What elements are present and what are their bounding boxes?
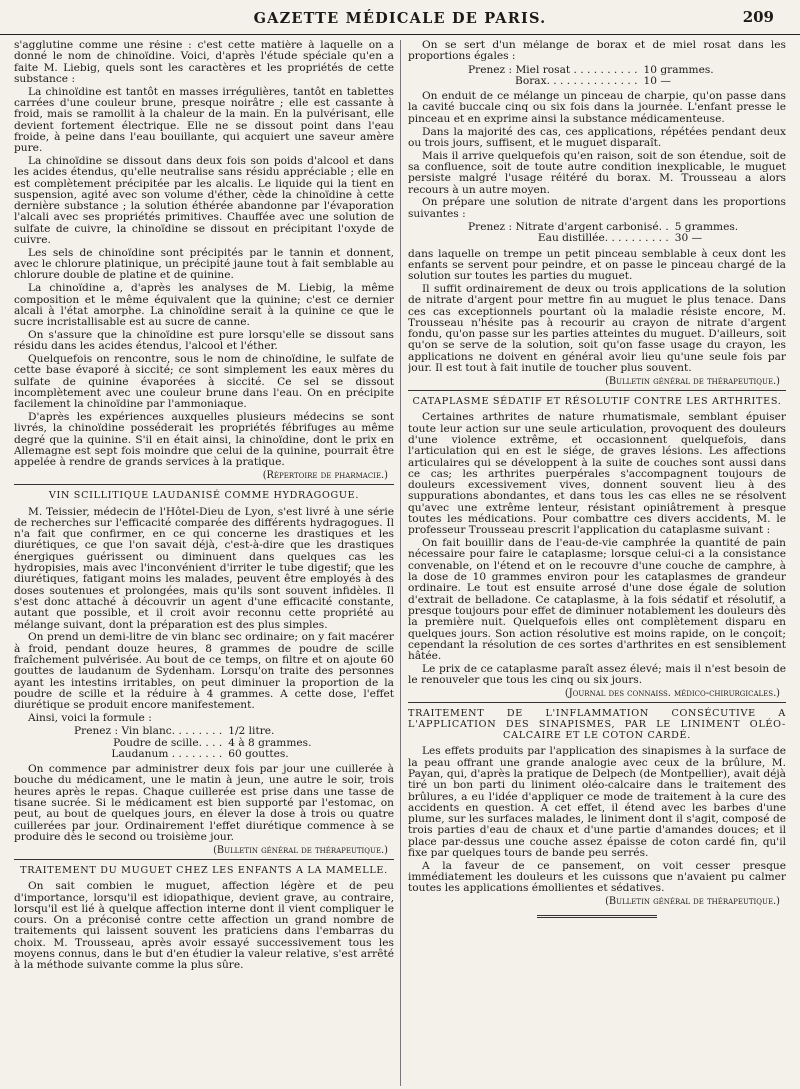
formula-ingredient: Prenez : Nitrate d'argent carbonisé. . [468, 220, 669, 233]
paragraph: On s'assure que la chinoïdine est pure lorsqu'elle se dissout sans résidu dans les acides étendus, l'alcool et l'éther. [14, 328, 394, 353]
formula-table [74, 726, 317, 760]
paragraph: Les effets produits par l'application des sinapismes à la surface de la peau offrant une grande analogie avec ceux de la brûlure, M. Payan, qui, d'après la pratique de Delpech (de Montpellier), avait déjà tiré un bon parti du liniment oléo-calcaire dans le traitement des brûlures, a eu l'idée d'appliquer ce mode de traitement à la cure des accidents en question. A cet effet, il étend avec les barbes d'une plume, sur les surfaces malades, le liniment dont il s'agit, composé de trois parties d'eau de chaux et d'une partie d'amandes douces; et il place par-dessus une couche assez épaisse de coton cardé fin, qu'il fixe par quelques tours de bande peu serrés. [408, 745, 786, 859]
paragraph: Quelquefois on rencontre, sous le nom de chinoïdine, le sulfate de cette base évaporé à siccité; ce sont simplement les eaux mères du sulfate de quinine évaporées à siccité. Ce sel se dissout incomplètement avec une couleur brune dans l'eau. On en précipite facilement la chinoïdine par l'ammoniaque. [14, 353, 394, 411]
paragraph: On commence par administrer deux fois par jour une cuillerée à bouche du médicament, une le matin à jeun, une autre le soir, trois heures après le repas. Chaque cuillerée est prise dans une tasse de tisane sucrée. Si le médicament est bien supporté par l'estomac, on peut, au bout de quelques jours, en élever la dose à trois ou quatre cuillerées par jour. Ordinairement l'effet diurétique commence à se produire dès le second ou troisième jour. [14, 763, 394, 843]
article-title: VIN SCILLITIQUE LAUDANISÉ COMME HYDRAGOGUE. [48, 490, 360, 502]
article-title: TRAITEMENT DU MUGUET CHEZ LES ENFANTS A LA MAMELLE. [20, 864, 388, 876]
paragraph: Le prix de ce cataplasme paraît assez élevé; mais il n'est besoin de le renouveler que tous les cinq ou six jours. [408, 662, 786, 687]
paragraph: On sait combien le muguet, affection légère et de peu d'importance, lorsqu'il est idiopathique, devient grave, au contraire, lorsqu'il est lié à quelque affection interne dont il vient compliquer le cours. On a préconisé contre cette affection un grand nombre de traitements qui laissent souvent les praticiens dans l'embarras du choix. M. Trousseau, après avoir essayé successivement tous les moyens connus, dans le but d'en étudier la valeur relative, s'est arrêté à la méthode suivante comme la plus sûre. [14, 880, 394, 972]
paragraph: dans laquelle on trempe un petit pinceau semblable à ceux dont les enfants se servent pour peindre, et on passe le pinceau chargé de la solution sur toutes les parties du muguet. [408, 247, 786, 283]
paragraph: Les sels de chinoïdine sont précipités par le tannin et donnent, avec le chlorure platinique, un précipité jaune tout à fait semblable au chlorure double de platine et de quinine. [14, 246, 394, 282]
article-title: CATAPLASME SÉDATIF ET RÉSOLUTIF CONTRE LES ARTHRITES. [412, 396, 782, 408]
paragraph: La chinoïdine est tantôt en masses irrégulières, tantôt en tablettes carrées d'une couleur brune, presque noirâtre ; elle est cassante à froid, mais se ramollit à la chaleur de la main. En la pulvérisant, elle devient fortement électrique. Elle ne se dissout point dans l'eau froide, à peine dans l'eau bouillante, qui acquiert une saveur amère pure. [14, 85, 394, 155]
paragraph: Dans la majorité des cas, ces applications, répétées pendant deux ou trois jours, suffisent, et le muguet disparaît. [408, 125, 786, 149]
formula-quantity: 4 à 8 grammes. [228, 736, 312, 749]
formula-ingredient: Prenez : Vin blanc. . . . . . . . [74, 725, 223, 738]
paragraph: s'agglutine comme une résine : c'est cette matière à laquelle on a donné le nom de chinoïdine. Voici, d'après l'étude spéciale qu'en a faite M. Liebig, quels sont les caractères et les propriétés de cette substance : [14, 40, 394, 85]
formula-row [468, 233, 744, 244]
page-header [0, 0, 800, 35]
source-citation: (Bulletin général de thérapeutique.) [605, 896, 780, 908]
formula-quantity: 60 gouttes. [228, 747, 289, 760]
paragraph: Mais il arrive quelquefois qu'en raison, soit de son étendue, soit de sa confluence, soit de toute autre condition inexplicable, le muguet persiste malgré l'usage réitéré du borax. M. Trousseau a alors recours à un autre moyen. [408, 149, 786, 196]
formula-quantity: 10 — [643, 74, 671, 87]
column-divider [400, 40, 401, 1086]
paragraph: M. Teissier, médecin de l'Hôtel-Dieu de Lyon, s'est livré à une série de recherches sur l'efficacité comparée des différents hydragogues. Il n'a fait que confirmer, en ce qui concerne les drastiques et les diurétiques, ce que l'on savait déjà, c'est-à-dire que les drastiques énergiques guérissent ou diminuent dans quelques cas les hydropisies, mais avec l'inconvénient d'irriter le tube digestif; que les diurétiques, fatigant moins les malades, peuvent être employés à des doses soutenues et prolongées, mais qu'ils sont souvent infidèles. Il s'est donc attaché à découvrir un agent d'une efficacité constante, autant que possible, et il croit avoir reconnu cette propriété au mélange suivant, dont la préparation est des plus simples. [14, 505, 394, 631]
formula-table [468, 222, 744, 245]
right-column [408, 40, 786, 1086]
formula-ingredient: Borax. . . . . . . . . . . . . . [515, 74, 638, 87]
formula-ingredient: Laudanum . . . . . . . . [111, 747, 223, 760]
paragraph: D'après les expériences auxquelles plusieurs médecins se sont livrés, la chinoïdine posséderait les propriétés fébrifuges au même degré que la quinine. S'il en était ainsi, la chinoïdine, dont le prix en Allemagne est sept fois moindre que celui de la quinine, pourrait être appelée à rendre de grands services à la pratique. [14, 411, 394, 469]
paragraph: On enduit de ce mélange un pinceau de charpie, qu'on passe dans la cavité buccale cinq ou six fois dans la journée. L'enfant presse le pinceau et en exprime ainsi la substance médicamenteuse. [408, 90, 786, 125]
formula-ingredient: Eau distillée. . . . . . . . . . [537, 232, 669, 245]
section-divider [14, 484, 394, 485]
paragraph: A la faveur de ce pansement, on voit cesser presque immédiatement les douleurs et les cuissons que n'avaient pu calmer toutes les applications émollientes et sédatives. [408, 859, 786, 895]
article-title: TRAITEMENT DE L'INFLAMMATION CONSÉCUTIVE A L'APPLICATION DES SINAPISMES, PAR LE LINIMENT OLÉO-CALCAIRE ET LE COTON CARDÉ. [408, 708, 786, 742]
end-ornament-rule [537, 915, 657, 918]
paragraph: La chinoïdine se dissout dans deux fois son poids d'alcool et dans les acides étendus, qu'elle neutralise sans résidu appréciable ; elle en est complètement précipitée par les alcalis. Le liquide qui la tient en suspension, agité avec son volume d'éther, cède la chinoïdine à cette dernière substance ; la solution éthérée abandonne par l'évaporation l'alcali avec ses propriétés primitives. Chauffée avec une solution de sulfate de cuivre, la chinoïdine se dissout en précipitant l'oxyde de cuivre. [14, 154, 394, 247]
paragraph: La chinoïdine a, d'après les analyses de M. Liebig, la même composition et le même équivalent que la quinine; c'est ce dernier alcali à l'état amorphe. La chinoïdine serait à la quinine ce que le sucre incristallisable est au sucre de canne. [14, 282, 394, 329]
formula-row [74, 749, 317, 760]
paragraph: Il suffit ordinairement de deux ou trois applications de la solution de nitrate d'argent pour mettre fin au muguet le plus tenace. Dans ces cas exceptionnels pourtant où la maladie résiste encore, M. Trousseau n'hésite pas à recourir au crayon de nitrate d'argent fondu, qu'on passe sur les parties atteintes du muguet. D'ailleurs, soit qu'on se serve de la solution, soit qu'on fasse usage du crayon, les applications ne doivent en général avoir lieu qu'une seule fois par jour. Il est tout à fait inutile de toucher plus souvent. [408, 282, 786, 375]
formula-quantity: 30 — [674, 232, 703, 245]
formula-row [74, 726, 317, 737]
formula-ingredient: Prenez : Miel rosat . . . . . . . . . . [468, 63, 638, 76]
section-divider [408, 390, 786, 391]
paragraph: On se sert d'un mélange de borax et de miel rosat dans les proportions égales : [408, 40, 786, 63]
source-citation: (Répertoire de pharmacie.) [262, 469, 388, 481]
left-column [14, 40, 394, 1086]
source-citation: (Bulletin général de thérapeutique.) [213, 844, 388, 856]
page-number: 209 [742, 8, 774, 26]
source-citation: (Bulletin général de thérapeutique.) [605, 375, 780, 387]
source-citation: (Journal des connaiss. médico-chirurgicales.) [564, 688, 780, 700]
paragraph: On fait bouillir dans de l'eau-de-vie camphrée la quantité de pain nécessaire pour faire le cataplasme; lorsque celui-ci a la consistance convenable, on l'étend et on le recouvre d'une couche de camphre, à la dose de 10 grammes environ pour les cataplasmes de grandeur ordinaire. Le tout est ensuite arrosé d'une dose égale de solution d'extrait de belladone. Ce cataplasme, à la fois sédatif et résolutif, a presque toujours pour effet de diminuer notablement les douleurs dès la première nuit. Quelquefois elles ont complètement disparu en quelques jours. Son action résolutive est moins rapide, on le conçoit; cependant la résolution de ces sortes d'arthrites en est sensiblement hâtée. [408, 537, 786, 663]
formula-quantity: 1/2 litre. [228, 725, 275, 738]
formula-ingredient: Poudre de scille. . . . [113, 736, 223, 749]
formula-quantity: 5 grammes. [674, 220, 739, 233]
section-divider [14, 859, 394, 860]
paragraph: Certaines arthrites de nature rhumatismale, semblant épuiser toute leur action sur une seule articulation, provoquent des douleurs d'une violence extrême, et occasionnent quelquefois, dans l'articulation qui en est le siége, de graves lésions. Les affections articulaires qui se développent à la suite de couches sont aussi dans ce cas; les arthrites puerpérales s'accompagnent toujours de douleurs excessivement vives, donnent souvent lieu à des suppurations abondantes, et dans tous les cas elles ne se résolvent qu'avec une extrême lenteur, résistant opiniâtrement à presque toutes les médications. Pour combattre ces divers accidents, M. le professeur Trousseau prescrit l'application du cataplasme suivant : [408, 411, 786, 537]
formula-table [468, 65, 720, 88]
formula-quantity: 10 grammes. [643, 63, 714, 76]
paragraph: On prend un demi-litre de vin blanc sec ordinaire; on y fait macérer à froid, pendant douze heures, 8 grammes de poudre de scille fraîchement pulvérisée. Au bout de ce temps, on filtre et on ajoute 60 gouttes de laudanum de Sydenham. Lorsqu'on traite des personnes ayant les intestins irritables, on peut diminuer la proportion de la poudre de scille et la réduire à 4 grammes. A cette dose, l'effet diurétique se produit encore manifestement. [14, 631, 394, 712]
paragraph: Ainsi, voici la formule : [28, 711, 152, 724]
section-divider [408, 702, 786, 703]
formula-row [468, 76, 720, 87]
paragraph: On prépare une solution de nitrate d'argent dans les proportions suivantes : [408, 196, 786, 220]
running-title: GAZETTE MÉDICALE DE PARIS. [253, 10, 547, 27]
